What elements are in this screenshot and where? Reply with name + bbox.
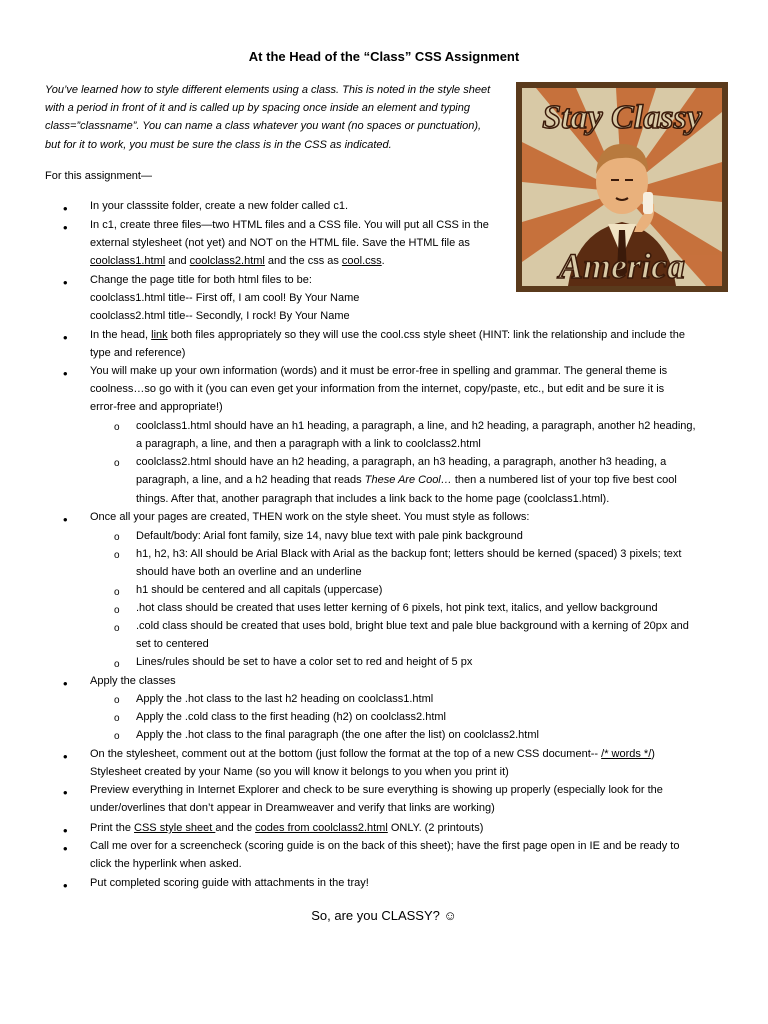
list-item-cont: type and reference) xyxy=(90,347,186,359)
sub-bullet-icon: o xyxy=(114,605,120,616)
list-item: In the head, link both files appropriately so they will use the cool.css style sheet (HINT: link the relationship and include the xyxy=(90,329,685,341)
bullet-icon: • xyxy=(63,366,68,381)
for-assignment-label: For this assignment— xyxy=(45,170,152,182)
sub-list-item-cont: paragraph, a line, and a h2 heading that reads These Are Cool… then a numbered list of your top five best cool xyxy=(136,474,677,486)
comment-syntax: /* words */ xyxy=(601,748,652,760)
sub-bullet-icon: o xyxy=(114,659,120,670)
sub-bullet-icon: o xyxy=(114,550,120,561)
list-item: Put completed scoring guide with attachments in the tray! xyxy=(90,877,369,889)
css-style-sheet-text: CSS style sheet xyxy=(134,822,216,834)
list-item: Preview everything in Internet Explorer and check to be sure everything is showing up properly (especially look for the xyxy=(90,784,663,796)
sub-bullet-icon: o xyxy=(114,623,120,634)
page-title: At the Head of the “Class” CSS Assignment xyxy=(248,49,520,64)
list-item: Apply the classes xyxy=(90,675,176,687)
sub-bullet-icon: o xyxy=(114,713,120,724)
bullet-icon: • xyxy=(63,749,68,764)
list-item: In c1, create three files—two HTML files and a CSS file. You will put all CSS in the xyxy=(90,219,489,231)
sub-list-item-cont: should have both an overline and an underline xyxy=(136,566,362,578)
sub-list-item: coolclass1.html should have an h1 heading, a paragraph, a line, and h2 heading, a paragraph, another h2 heading, xyxy=(136,420,696,432)
sub-bullet-icon: o xyxy=(114,422,120,433)
sub-list-item: h1, h2, h3: All should be Arial Black with Arial as the backup font; letters should be kerned (spaced) 3 pixels; text xyxy=(136,548,682,560)
list-item: Change the page title for both html files to be: xyxy=(90,274,312,286)
bullet-icon: • xyxy=(63,785,68,800)
codes-text: codes from coolclass2.html xyxy=(255,822,388,834)
bullet-icon: • xyxy=(63,841,68,856)
bullet-icon: • xyxy=(63,823,68,838)
sub-bullet-icon: o xyxy=(114,587,120,598)
list-item-cont: coolness…so go with it (you can even get your information from the internet, copy/paste, etc., but edit and be sure it is xyxy=(90,383,665,395)
stay-classy-poster xyxy=(516,82,728,292)
poster-top-text: Stay Classy xyxy=(542,99,702,136)
bullet-icon: • xyxy=(63,201,68,216)
link-word: link xyxy=(151,329,168,341)
sub-list-item: Default/body: Arial font family, size 14, navy blue text with pale pink background xyxy=(136,530,523,542)
list-item-cont: coolclass2.html title-- Secondly, I rock! By Your Name xyxy=(90,310,350,322)
sub-list-item: .cold class should be created that uses bold, bright blue text and pale blue background with a kerning of 20px and xyxy=(136,620,689,632)
sub-list-item-cont: things. After that, another paragraph that includes a link back to the home page (coolclass1.html). xyxy=(136,493,610,505)
list-item: Call me over for a screencheck (scoring guide is on the back of this sheet); have the first page open in IE and be ready to xyxy=(90,840,680,852)
bullet-icon: • xyxy=(63,676,68,691)
filename-cool-css: cool.css xyxy=(341,255,382,267)
list-item-cont: coolclass1.html title-- First off, I am cool! By Your Name xyxy=(90,292,360,304)
closing-line: So, are you CLASSY? ☺ xyxy=(311,908,457,923)
sub-bullet-icon: o xyxy=(114,458,120,469)
list-item-cont: under/overlines that don’t appear in Dreamweaver and verify that links are working) xyxy=(90,802,495,814)
list-item-cont: Stylesheet created by your Name (so you will know it belongs to you when you print it) xyxy=(90,766,509,778)
bullet-icon: • xyxy=(63,878,68,893)
list-item-cont: error-free and appropriate!) xyxy=(90,401,223,413)
sub-list-item: coolclass2.html should have an h2 heading, a paragraph, an h3 heading, a paragraph, another h3 heading, a xyxy=(136,456,667,468)
bullet-icon: • xyxy=(63,275,68,290)
sub-list-item: Apply the .hot class to the last h2 heading on coolclass1.html xyxy=(136,693,434,705)
sub-bullet-icon: o xyxy=(114,695,120,706)
bullet-icon: • xyxy=(63,330,68,345)
list-item-cont: external stylesheet (not yet) and NOT on the HTML file. Save the HTML file as xyxy=(90,237,470,249)
sub-list-item: Apply the .cold class to the first heading (h2) on coolclass2.html xyxy=(136,711,446,723)
bullet-icon: • xyxy=(63,220,68,235)
sub-list-item: Lines/rules should be set to have a color set to red and height of 5 px xyxy=(136,656,473,668)
intro-paragraph: You’ve learned how to style different elements using a class. This is noted in the style sheet with a period in front of it and is called up by spacing once inside an element and typing class=”classname”. You can name a class whatever you want (no spaces or punctuation), but for it to work, you must be sure the class is in the CSS as indicated. xyxy=(45,84,491,151)
filename-coolclass1: coolclass1.html xyxy=(90,255,166,267)
sub-bullet-icon: o xyxy=(114,731,120,742)
sub-bullet-icon: o xyxy=(114,532,120,543)
bullet-icon: • xyxy=(63,512,68,527)
list-item-cont: click the hyperlink when asked. xyxy=(90,858,242,870)
filename-coolclass2: coolclass2.html xyxy=(189,255,265,267)
list-item-cont: coolclass1.html and coolclass2.html and the css as cool.css. xyxy=(90,255,385,267)
list-item: In your classsite folder, create a new folder called c1. xyxy=(90,200,349,212)
list-item: Print the CSS style sheet and the codes from coolclass2.html ONLY. (2 printouts) xyxy=(90,822,484,834)
list-item: You will make up your own information (words) and it must be error-free in spelling and grammar. The general theme is xyxy=(90,365,668,377)
list-item: On the stylesheet, comment out at the bottom (just follow the format at the top of a new CSS document-- /* words */) xyxy=(90,748,655,760)
list-item: Once all your pages are created, THEN work on the style sheet. You must style as follows: xyxy=(90,511,530,523)
sub-list-item-cont: set to centered xyxy=(136,638,209,650)
poster-bottom-text: America xyxy=(559,246,685,286)
sub-list-item-cont: a paragraph, a line, and then a paragraph with a link to coolclass2.html xyxy=(136,438,481,450)
sub-list-item: h1 should be centered and all capitals (uppercase) xyxy=(136,584,383,596)
sub-list-item: Apply the .hot class to the final paragraph (the one after the list) on coolclass2.html xyxy=(136,729,539,741)
sub-list-item: .hot class should be created that uses letter kerning of 6 pixels, hot pink text, italics, and yellow background xyxy=(136,602,658,614)
